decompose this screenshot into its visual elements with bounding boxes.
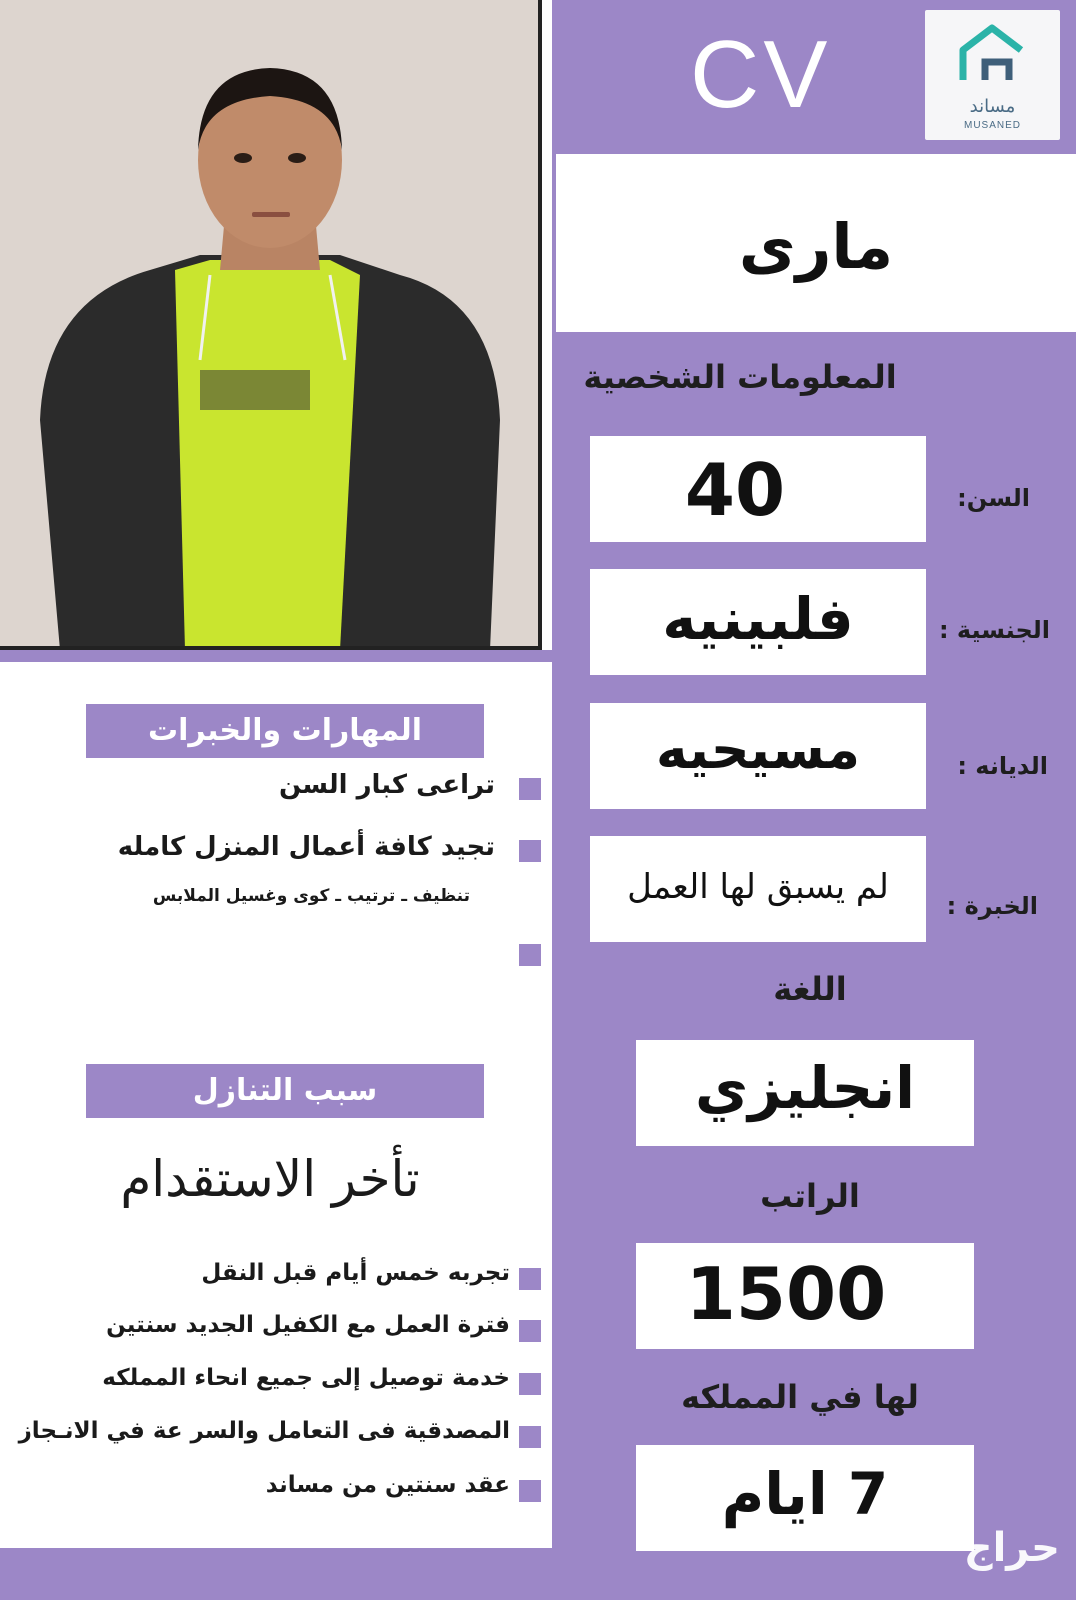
skill-bullet-empty — [519, 944, 541, 966]
salary-value: 1500 — [685, 1252, 887, 1336]
logo-name: مساند — [969, 96, 1016, 117]
house-icon — [925, 10, 1060, 105]
experience-value: لم يسبق لها العمل — [627, 867, 889, 907]
age-label: السن: — [957, 484, 1030, 512]
nationality-value: فلبينيه — [662, 585, 854, 653]
candidate-photo — [0, 0, 542, 650]
in-kingdom-heading: لها في المملكه — [681, 1378, 919, 1416]
haraj-watermark: حراج — [963, 1525, 1060, 1571]
transfer-reason-heading: سبب التنازل — [86, 1064, 484, 1118]
left-bottom-band — [0, 1548, 552, 1600]
left-divider-band — [0, 650, 552, 662]
benefit-item: عقد سنتين من مساند — [265, 1472, 510, 1498]
benefit-bullet — [519, 1268, 541, 1290]
personal-info-heading: المعلومات الشخصية — [583, 358, 897, 396]
benefit-item: فترة العمل مع الكفيل الجديد سنتين — [106, 1312, 510, 1338]
nationality-label: الجنسية : — [938, 616, 1050, 644]
benefit-item: تجربه خمس أيام قبل النقل — [201, 1260, 510, 1286]
skill-item: تراعى كبار السن — [278, 770, 495, 800]
benefit-bullet — [519, 1426, 541, 1448]
benefit-item: المصدقية فى التعامل والسر عة في الانـجاز — [18, 1418, 510, 1444]
benefit-item: خدمة توصيل إلى جميع انحاء المملكه — [102, 1365, 510, 1391]
cv-title: CV — [690, 21, 832, 128]
language-value: انجليزي — [694, 1054, 916, 1122]
in-kingdom-value: 7 ايام — [721, 1460, 889, 1528]
benefit-bullet — [519, 1480, 541, 1502]
religion-label: الديانه : — [957, 752, 1048, 780]
experience-label: الخبرة : — [946, 892, 1038, 920]
religion-value: مسيحيه — [655, 718, 861, 781]
skills-heading: المهارات والخبرات — [86, 704, 484, 758]
language-heading: اللغة — [773, 970, 847, 1008]
benefit-bullet — [519, 1373, 541, 1395]
skill-item: تجيد كافة أعمال المنزل كامله — [117, 832, 495, 862]
benefit-bullet — [519, 1320, 541, 1342]
skill-sub-note: تنظيف ـ ترتيب ـ كوى وغسيل الملابس — [152, 886, 470, 906]
transfer-reason: تأخر الاستقدام — [120, 1150, 420, 1208]
candidate-name: مارى — [738, 210, 894, 283]
salary-heading: الراتب — [760, 1177, 860, 1215]
logo-subtitle: MUSANED — [963, 120, 1021, 131]
skill-bullet — [519, 778, 541, 800]
skill-bullet — [519, 840, 541, 862]
age-value: 40 — [684, 448, 786, 532]
